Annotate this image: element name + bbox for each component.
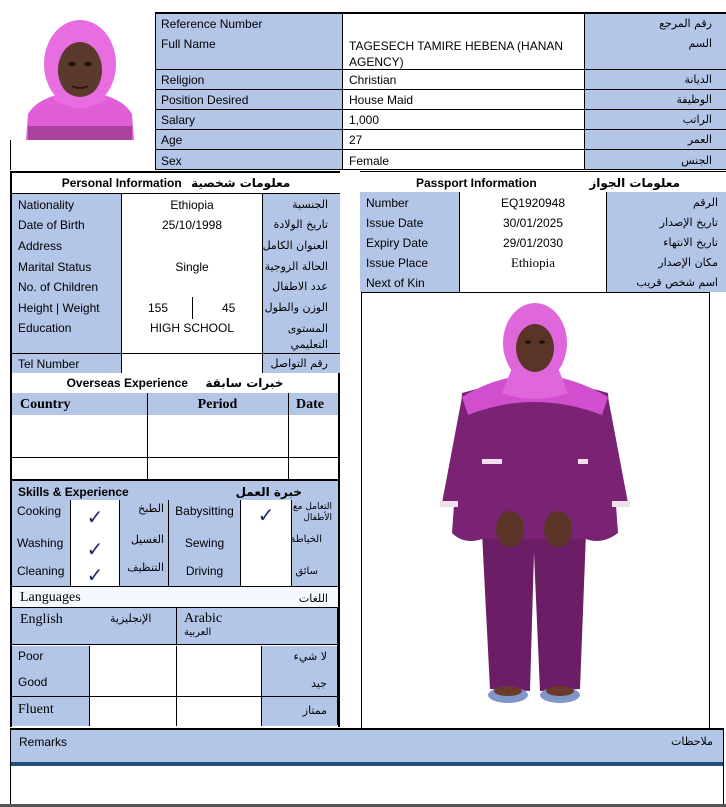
height-weight-label: Height | Weight (18, 301, 100, 315)
next-of-kin-label-ar: اسم شخص قريب (636, 276, 718, 289)
height-weight-label-ar: الوزن والطول (264, 301, 328, 314)
tel-value (122, 354, 134, 358)
weight-value: 45 (222, 301, 236, 315)
height-value: 155 (148, 301, 169, 315)
skill-sewing-label-ar: الخياطة (290, 534, 322, 545)
age-label: Age (161, 133, 183, 147)
skills-title-ar: خبرة العمل (235, 485, 302, 499)
position-label: Position Desired (161, 93, 249, 107)
languages-grid (12, 607, 338, 725)
children-value (122, 277, 262, 281)
issue-date-label-ar: تاريخ الإصدار (659, 216, 718, 229)
salary-label-ar: الراتب (682, 113, 712, 126)
issue-place-label: Issue Place (366, 256, 429, 270)
age-label-ar: العمر (687, 133, 712, 146)
height-weight-divider (192, 297, 193, 319)
tel-label: Tel Number (18, 357, 80, 371)
remarks-section (10, 728, 724, 807)
nationality-label: Nationality (18, 198, 75, 212)
skill-babysitting-label-ar-1: التعامل مع (292, 502, 332, 512)
salary-label: Salary (161, 113, 196, 127)
education-label-ar-1: المستوى (287, 322, 328, 335)
language-english-ar: الإنجليزية (110, 612, 152, 625)
education-value: HIGH SCHOOL (149, 321, 234, 335)
next-of-kin-label: Next of Kin (366, 276, 425, 290)
issue-place-label-ar: مكان الإصدار (658, 256, 718, 269)
position-value: House Maid (349, 93, 414, 107)
passport-title-ar: معلومات الجواز (589, 176, 680, 190)
expiry-date-label-ar: تاريخ الانتهاء (663, 236, 718, 249)
reference-number-value (343, 14, 355, 18)
languages-title-ar: اللغات (298, 592, 328, 605)
religion-label-ar: الديانة (684, 73, 712, 86)
passport-number-label: Number (366, 196, 409, 210)
full-name-value-line1: TAGESECH TAMIRE HEBENA (HANAN (349, 39, 564, 53)
skill-cleaning-check[interactable]: ✓ (86, 565, 104, 587)
header-table (155, 12, 726, 170)
level-good-label-ar: جيد (311, 677, 327, 690)
expiry-date-value: 29/01/2030 (502, 236, 564, 250)
skills-title: Skills & Experience (18, 485, 129, 499)
overseas-experience-table (10, 373, 340, 480)
skill-washing-check[interactable]: ✓ (86, 539, 104, 561)
skill-cooking-label: Cooking (17, 504, 62, 518)
overseas-row-2 (12, 458, 338, 479)
full-name-label: Full Name (161, 37, 216, 51)
dob-label-ar: تاريخ الولادة (273, 218, 328, 231)
full-name-label-ar: السم (688, 37, 712, 50)
skill-babysitting-check[interactable]: ✓ (257, 505, 275, 527)
skill-cleaning-label: Cleaning (17, 564, 65, 578)
skill-driving-label: Driving (185, 564, 224, 578)
address-label-ar: العنوان الكامل (262, 239, 328, 252)
nationality-label-ar: الجنسية (292, 198, 328, 211)
period-column-header: Period (197, 397, 238, 412)
passport-title: Passport Information (416, 176, 537, 190)
address-label: Address (18, 239, 63, 253)
overseas-title-ar: خبرات سابقة (205, 376, 284, 390)
skill-driving-label-ar: سائق (295, 566, 318, 577)
level-fluent-label-ar: ممتاز (302, 704, 327, 717)
dob-value: 25/10/1998 (161, 218, 223, 232)
passport-number-value: EQ1920948 (500, 196, 566, 210)
remarks-label: Remarks (19, 735, 68, 749)
sex-value: Female (349, 154, 390, 168)
language-arabic: Arabic (184, 611, 223, 626)
overseas-title: Overseas Experience (66, 376, 188, 390)
marital-status-label-ar: الحالة الزوجية (264, 260, 328, 273)
issue-date-value: 30/01/2025 (502, 216, 564, 230)
remarks-value[interactable] (11, 766, 723, 806)
skill-driving-check[interactable] (240, 561, 292, 581)
address-value (122, 236, 262, 240)
level-fluent-label: Fluent (18, 702, 54, 717)
personal-info-title: Personal Information (61, 176, 182, 190)
full-name-value-line2: AGENCY) (349, 55, 404, 69)
personal-info-table (10, 171, 340, 373)
skill-washing-label-ar: الغسيل (130, 533, 164, 546)
next-of-kin-value (460, 273, 606, 277)
marital-status-label: Marital Status (18, 260, 92, 274)
portrait-frame-line (10, 140, 11, 170)
language-arabic-ar: العربية (184, 627, 212, 638)
languages-title: Languages (20, 590, 81, 605)
level-poor-label: Poor (18, 649, 44, 663)
passport-number-label-ar: الرقم (692, 196, 718, 209)
religion-label: Religion (161, 73, 205, 87)
skill-cooking-check[interactable]: ✓ (86, 507, 104, 529)
education-label-ar-2: التعليمي (290, 338, 328, 351)
remarks-label-ar: ملاحظات (671, 735, 713, 748)
religion-value: Christian (349, 73, 397, 87)
date-column-header: Date (296, 397, 324, 412)
nationality-value: Ethiopia (170, 198, 214, 212)
expiry-date-label: Expiry Date (366, 236, 429, 250)
reference-number-label-ar: رقم المرجع (659, 17, 712, 30)
sex-label-ar: الجنس (681, 154, 712, 167)
level-poor-label-ar: لا شيء (293, 650, 327, 663)
overseas-row-1 (12, 415, 338, 457)
age-value: 27 (349, 133, 363, 147)
skill-cleaning-label-ar: التنظيف (127, 561, 164, 574)
personal-info-title-ar: معلومات شخصية (191, 176, 291, 190)
skill-washing-label: Washing (17, 536, 64, 550)
position-label-ar: الوظيفة (676, 93, 712, 106)
country-column-header: Country (20, 397, 71, 412)
issue-date-label: Issue Date (366, 216, 424, 230)
skill-sewing-label: Sewing (184, 536, 225, 550)
level-good-label: Good (18, 675, 48, 689)
reference-number-label: Reference Number (161, 17, 263, 31)
marital-status-value: Single (175, 260, 209, 274)
skill-babysitting-label: Babysitting (175, 504, 234, 518)
passport-info-table (360, 171, 726, 293)
education-label: Education (18, 321, 72, 335)
full-body-photo (361, 292, 710, 729)
skill-babysitting-label-ar-2: الأطفال (303, 513, 332, 523)
skill-cooking-label-ar: الطبخ (138, 502, 164, 515)
language-english: English (20, 612, 63, 627)
dob-label: Date of Birth (18, 218, 85, 232)
portrait-photo (16, 14, 144, 140)
children-label-ar: عدد الاطفال (272, 280, 328, 293)
skills-table (10, 480, 340, 587)
issue-place-value: Ethiopia (510, 255, 556, 270)
tel-label-ar: رقم التواصل (270, 357, 328, 370)
salary-value: 1,000 (349, 113, 380, 127)
sex-label: Sex (161, 154, 182, 168)
children-label: No. of Children (18, 280, 99, 294)
